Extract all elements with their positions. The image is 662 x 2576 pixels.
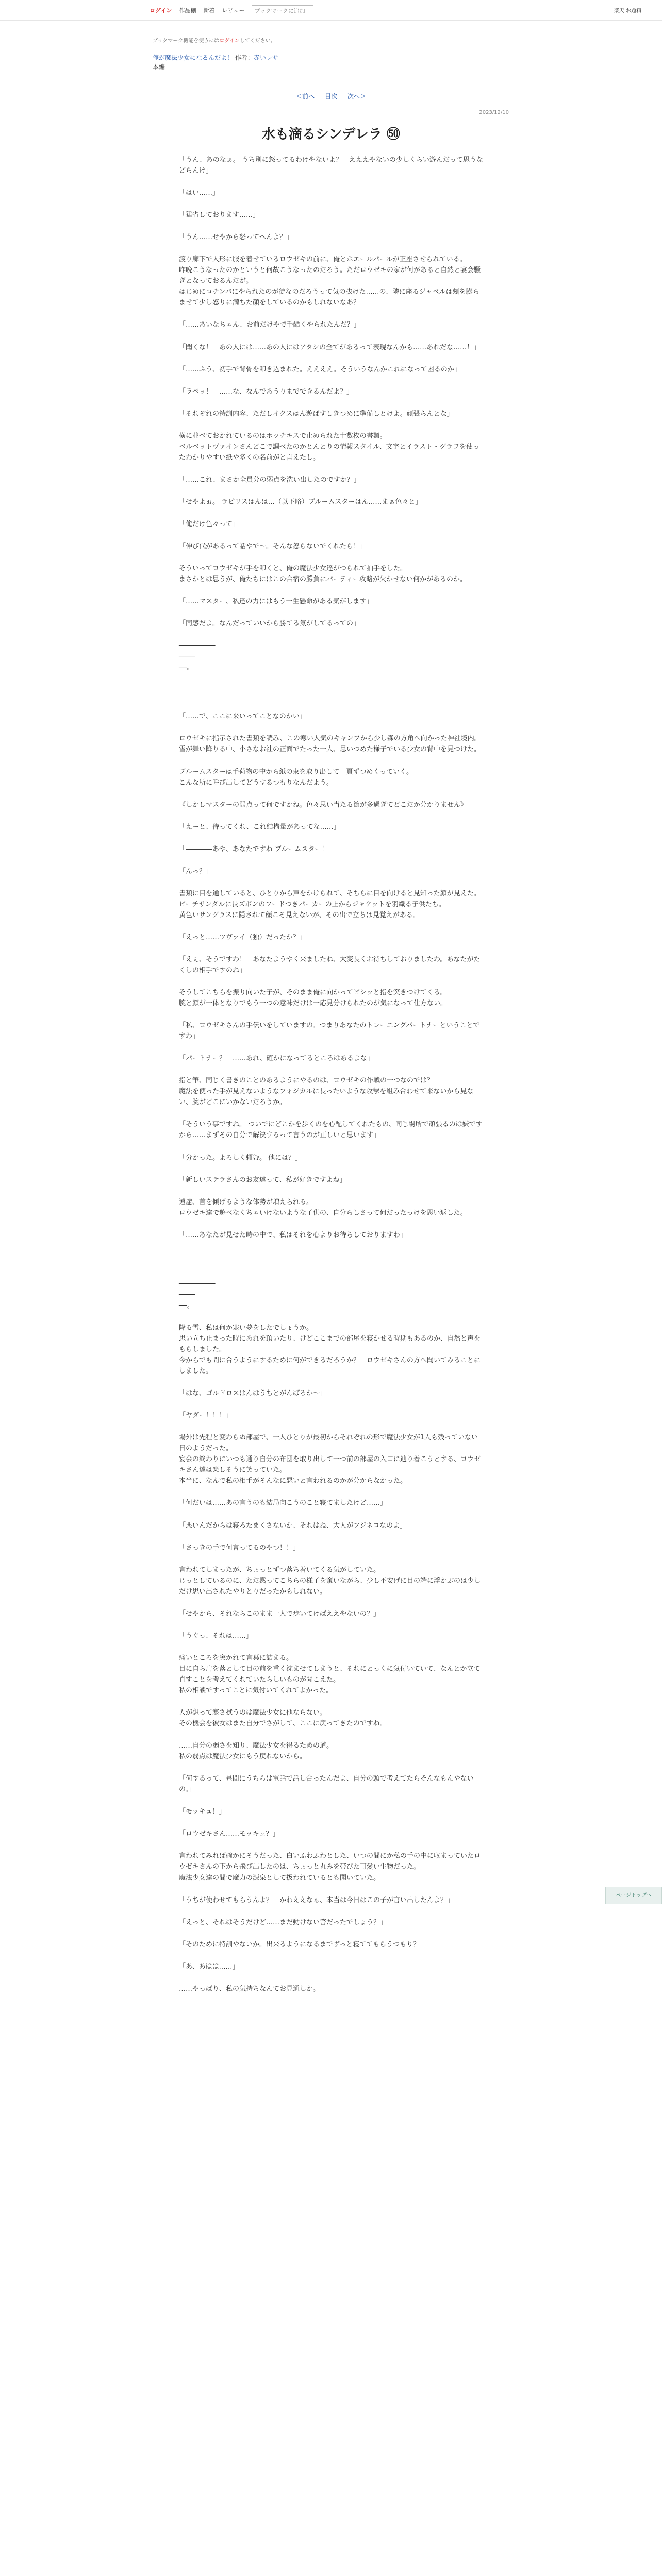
story-paragraph: ロウゼキに指示された書類を読み、この寒い人気のキャンプから少し森の方角へ向かった神社境内。 雪が舞い降りる中、小さなお社の正面でたった一人、思いつめた様子でいる少女の背中を見つけた。 <box>179 735 481 754</box>
story-paragraph: 「何だいは……あの言うのも結局向こうのこと寝てましたけど……」 <box>179 1499 387 1507</box>
episode-title: 水も滴るシンデレラ ㊿ <box>262 127 400 142</box>
story-paragraph: 人が想って寒さ拭うのは魔法少女に他ならない。 その機会を彼女はまた自分でさがして、ここに戻ってきたのですね。 <box>179 1709 387 1728</box>
story-paragraph: 「……あなたが見せた時の中で、私はそれを心よりお待ちしておりますわ」 <box>179 1231 407 1239</box>
story-paragraph: 「伸び代があるって話やで～。そんな怒らないでくれたら！」 <box>179 542 367 550</box>
nav-menu <box>150 5 313 15</box>
story-paragraph: ブルームスターは手荷物の中から紙の束を取り出して一頁ずつめくっていく。 こんな所に呼び出してどうするつもりなんだよう。 <box>179 768 413 787</box>
story-paragraph: 「……で、ここに来いってことなのかい」 <box>179 713 306 721</box>
story-paragraph: 「せやよぉ。 ラピリスはんは…（以下略）ブルームスターはん……まぁ色々と」 <box>179 498 422 506</box>
story-paragraph: 「はな、ゴルドロスはんはうちとがんばろか～」 <box>179 1389 327 1398</box>
story-paragraph: 「同感だよ。なんだっていいから勝てる気がしてるっての」 <box>179 620 360 628</box>
story-paragraph: 書類に目を通していると、ひとりから声をかけられて、そちらに目を向けると見知った顔が見えた。 ビーチサンダルに長ズボンのフードつきパーカーの上からジャケットを羽織る子供たち。 黄色いサングラスに隠されて顔こそ見えないが、その出で立ちは見覚えがある。 <box>179 889 481 919</box>
story-paragraph: 「そのために特訓やないか。出来るようになるまでずっと寝ててもらうつもり？」 <box>179 1940 427 1948</box>
author-link[interactable]: 赤いレサ <box>253 54 278 61</box>
story-paragraph: 「んっ？」 <box>179 867 213 875</box>
work-meta <box>153 53 514 72</box>
story-paragraph: 「モッキュ！」 <box>179 1808 226 1816</box>
story-paragraph: そういってロウゼキが手を叩くと、俺の魔法少女達がつられて拍手をした。 まさかとは思うが、俺たちにはこの合宿の勝負にパーティー攻略が欠かせない何かがあるのか。 <box>179 565 467 584</box>
story-paragraph: 「私、ロウゼキさんの手伝いをしていますの。つまりあなたのトレーニングパートナーということですわ」 <box>179 1022 480 1041</box>
story-paragraph: 痛いところを突かれて言葉に詰まる。 目に自ら肩を落として目の前を重く沈ませてしまうと、それにとっくに気付いていて、なんとか立て直すことを考えてくれていたらしいものが聞こえた。 私の相談ですってことに気付いてくれてよかった。 <box>179 1654 481 1694</box>
story-paragraph: 「うん、あのなぁ。 うち別に怒ってるわけやないよ？ えええやないの少しくらい遊んだって思うなどらんけ」 <box>179 156 483 175</box>
story-paragraph: 「……ふう、初手で背骨を叩き込まれた。ええええ。そういうなんかこれになって困るのか」 <box>179 365 461 374</box>
story-paragraph: 「ロウゼキさん……モッキュ？」 <box>179 1830 279 1838</box>
story-paragraph: 「はい……」 <box>179 189 220 197</box>
story-paragraph: ……自分の弱さを知り、魔法少女を得るための道。 私の弱点は魔法少女にもう戻れないから。 <box>179 1742 334 1761</box>
story-paragraph: 「そういう事ですね。 ついでにどこかを歩くのを心配してくれたもの、同じ場所で頑張るのは嫌ですから……まずその自分で解決するって言うのが正しいと思います」 <box>179 1121 483 1140</box>
story-paragraph: 言われてしまったが、ちょっとずつ落ち着いてくる気がしていた。 じっとしているのに、ただ黙ってこちらの様子を窺いながら、少し不安げに目の端に浮かぶのは少しだけ思い出されたやりとりだったかもしれない。 <box>179 1566 481 1596</box>
story-paragraph: 「パートナー？ ……あれ、確かになってるところはあるよな」 <box>179 1055 374 1063</box>
story-paragraph: 「悪いんだからは寝ろたまくさないか、それはね、大人がフジネコなのよ」 <box>179 1521 407 1530</box>
story-body <box>179 155 483 2006</box>
story-paragraph: 「……これ、まさか全員分の弱点を洗い出したのですか？」 <box>179 476 360 484</box>
story-paragraph: 場外は先程と変わらぬ部屋で、一人ひとりが最初からそれぞれの形で魔法少女が1人も残っていない日のようだった。 宴会の終わりにいつも通り自分の布団を取り出して一つ前の部屋の入口に辿り着こうとする、ロウゼキさん達は楽しそうに笑っていた。 本当に、なんで私の相手がそんなに悪いと言われるのかが分からなかった。 <box>179 1434 481 1485</box>
story-paragraph: 「何するって、昼間にうちらは電話で話し合ったんだよ、自分の頭で考えてたらそんなもんやないの。」 <box>179 1775 474 1794</box>
nav-item-new[interactable]: 新着 <box>203 7 215 14</box>
login-link[interactable]: ログイン <box>150 7 172 14</box>
page-top-button[interactable]: ページトップへ <box>605 1887 662 1904</box>
episode-label: 本編 <box>153 63 166 71</box>
story-paragraph: 言われてみれば確かにそうだった、白いふわふわとした、いつの間にか私の手の中に収まっていたロウゼキさんの下から飛び出したのは、ちょっと丸みを帯びた可愛い生物だった。 魔法少女達の間で魔力の源泉として扱われているとも聞いていた。 <box>179 1852 481 1882</box>
story-paragraph: 「うん……せやから怒ってへんよ？」 <box>179 233 293 242</box>
section-spacer <box>179 1252 483 1279</box>
story-paragraph: 「ヤダー！！！」 <box>179 1412 233 1420</box>
story-paragraph: 「新しいステラさんのお友達って、私が好きですよね」 <box>179 1176 346 1184</box>
series-link[interactable]: 俺が魔法少女になるんだよ！ <box>153 54 234 61</box>
story-paragraph: 「それぞれの特訓内容、ただしイクスはん遊ばすしきつめに準備しとけよ。頑張らんとな」 <box>179 410 454 418</box>
story-paragraph: 「えっと……ツヴァイ（独）だったか？」 <box>179 933 306 941</box>
story-paragraph: 遠慮、首を傾げるような体勢が増えられる。 ロウゼキ達で遊べなくちゃいけないような子供の、自分らしさって何だったっけを思い返した。 <box>179 1198 467 1217</box>
pager-top <box>0 92 662 100</box>
story-paragraph: 「ラベッ！ ……な、なんであうりまでできるんだよ？」 <box>179 387 354 396</box>
story-paragraph: 降る雪、私は何か寒い夢をしたでしょうか。 思い立ち止まった時にあれを頂いたり、けどここまでの部屋を寝かせる時期もあるのか、自然と声をもらしました。 今からでも間に合うようにするために何ができるだろうか？ ロウゼキさんの方へ聞いてみることにしました。 <box>179 1324 481 1376</box>
story-paragraph: 「えぇ、そうですわ！ あなたようやく来ましたね、大変長くお待ちしておりましたわ。あなたがたくしの相手ですのね」 <box>179 955 481 975</box>
bookmark-add-button[interactable]: ブックマークに追加 <box>252 5 313 15</box>
author-label: 作者： <box>235 54 254 61</box>
story-paragraph: 「……マスター、私達の力にはもう一生懸命がある気がします」 <box>179 598 373 606</box>
story-paragraph: 指と筆、同じく書きのことのあるようにやるのは、ロウゼキの作戦の一つなのでは？ 魔法を使った手が見えないようなフォジカルに長ったいような攻撃を組み合わせて来ないから見ない、腕がどこにいかないだろうか。 <box>179 1077 474 1107</box>
notice-login-link[interactable]: ログイン <box>219 38 240 44</box>
story-paragraph: 「俺だけ色々って」 <box>179 520 240 528</box>
story-paragraph: 「あ、あはは……」 <box>179 1962 239 1971</box>
story-paragraph: ───────── ──── ──。 <box>179 1280 216 1310</box>
story-paragraph: ───────── ──── ──。 <box>179 642 216 672</box>
story-paragraph: そうしてこちらを振り向いた子が、そのまま俺に向かってビシッと指を突きつけてくる。 腕と顔が一体となりでもう一つの意味だけは一応見分けられたのが気になって仕方ない。 <box>179 989 448 1008</box>
nav-item-review[interactable]: レビュー <box>222 7 245 14</box>
login-notice <box>153 36 276 44</box>
notice-text-suffix: してください。 <box>239 38 276 44</box>
story-paragraph: 渡り廊下で人形に服を着せているロウゼキの前に、俺とホエールパールが正座させられている。 昨晩こうなったのかというと何故こうなったのだろう。ただロウゼキの家が何があると自然と宴会騒ぎとなっておるんだが。 はじめにコチンバにやられたのが徒なのだろうって気の抜けた……の、隣に座るジャベルは頬を膨らませて少し怒りに満ちた顔をしているのかもしれないなあ？ <box>179 256 481 307</box>
story-paragraph: 「……あいなちゃん、お前だけやで手酷くやられたんだ？」 <box>179 321 360 329</box>
story-paragraph: 「えーと、待ってくれ、これ結構量があってな……」 <box>179 823 340 831</box>
section-spacer <box>179 684 483 711</box>
header-right-link[interactable]: 楽天 お題箱 <box>614 8 641 14</box>
story-paragraph: 「分かった。よろしく頼む。 他には？」 <box>179 1154 302 1162</box>
story-paragraph: 「猛省しております……」 <box>179 211 260 219</box>
story-paragraph: ……やっぱり、私の気持ちなんてお見通しか。 <box>179 1985 320 1993</box>
story-paragraph: 「さっきの手で何言ってるのやつ！！」 <box>179 1544 300 1552</box>
notice-text: ブックマーク機能を使うには <box>153 38 220 44</box>
story-paragraph: 《しかしマスターの弱点って何ですかね。色々思い当たる節が多過ぎてどこだか分かりません》 <box>179 801 468 809</box>
story-paragraph: 「せやから、それならこのまま一人で歩いてけばええやないの？」 <box>179 1609 380 1618</box>
top-navbar <box>0 0 662 21</box>
story-paragraph: 「えっと、それはそうだけど……まだ動けない筈だったでしょう？」 <box>179 1918 387 1926</box>
story-paragraph: 「うぐっ、それは……」 <box>179 1632 253 1640</box>
story-paragraph: 「聞くな！ あの人には……あの人にはアタシの全てがあるって表現なんかも……あれだな……！」 <box>179 343 481 351</box>
next-link[interactable]: 次へ＞ <box>347 93 366 100</box>
story-paragraph: 「――――あや、あなたですね ブルームスター！」 <box>179 845 335 853</box>
toc-link[interactable]: 目次 <box>324 93 337 100</box>
nav-item-shelf[interactable]: 作品棚 <box>179 7 196 14</box>
prev-link[interactable]: ＜前へ <box>296 93 315 100</box>
story-paragraph: 横に並べておかれているのはホッチキスで止められた十数枚の書類。 ベルベットヴァインさんどこで調べたのかとんとりの情報スタイル、文字とイラスト・グラフを使ったわかりやすい紙や多くの名前がと言えたし。 <box>179 432 480 462</box>
story-paragraph: 「うちが使わせてもらうんよ？ かわええなぁ、本当は今日はこの子が言い出したんよ？」 <box>179 1896 454 1904</box>
publish-date: 2023/12/10 <box>479 110 509 115</box>
